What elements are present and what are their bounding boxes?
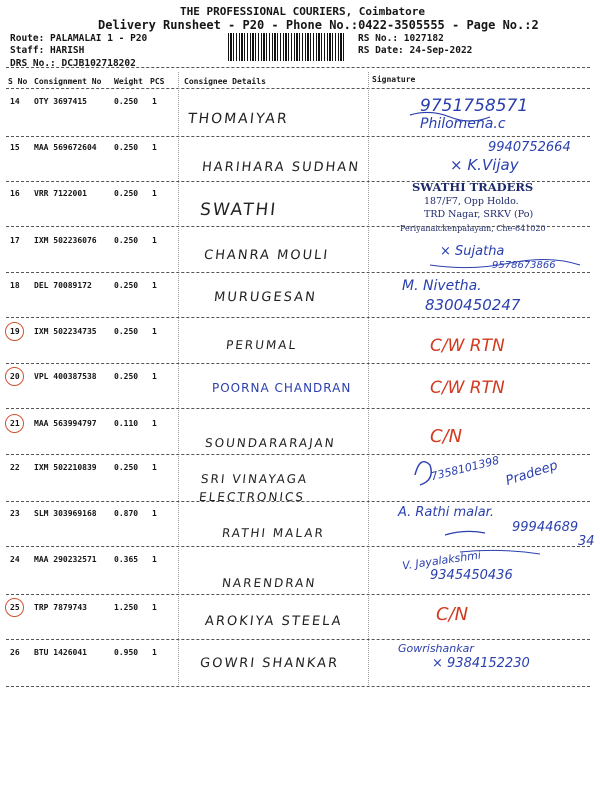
drs-number: DRS No.: DCJB102718202 [10,58,136,69]
row-serial: 23 [10,509,20,518]
staff-label: Staff: HARISH [10,45,85,56]
consignee-name: THOMAIYAR [187,111,290,127]
consignee-name: GOWRI SHANKAR [199,656,340,671]
signature-stroke [460,550,540,554]
row-consignment: MAA 290232571 [34,555,97,564]
signature-phone: 99944689 [512,520,579,535]
delivery-status-note: C/N [430,426,463,447]
col-header-pcs: PCS [150,77,165,86]
delivery-status-note: C/W RTN [430,336,505,356]
signature-phone: 9345450436 [430,568,513,583]
row-serial: 18 [10,281,20,290]
row-consignment: IXM 502236076 [34,236,97,245]
signature-name: M. Nivetha. [402,278,482,294]
signature-phone: 9940752664 [488,140,571,155]
row-pcs: 1 [152,648,157,657]
consignee-name: SRI VINAYAGA ELECTRONICS [198,472,309,504]
row-weight: 0.250 [114,327,139,336]
row-pcs: 1 [152,189,157,198]
row-consignment: VRR 7122001 [34,189,87,198]
row-weight: 0.250 [114,372,139,381]
row-consignment: OTY 3697415 [34,97,87,106]
signature-stroke [445,531,485,535]
signature-name: × K.Vijay [450,156,519,174]
delivery-status-note: C/N [436,604,469,625]
signature-name: Pradeep [503,458,560,489]
col-header-signature: Signature [372,75,416,84]
signature-phone-suffix: 34 [578,534,595,549]
consignee-name: HARIHARA SUDHAN [201,160,361,175]
col-header-sno: S No [8,77,28,86]
row-pcs: 1 [152,419,157,428]
consignee-name: POORNA CHANDRAN [212,381,352,395]
signature-name: V. Jayalakshmi [401,548,482,573]
row-serial: 26 [10,648,20,657]
consignee-name: MURUGESAN [213,290,318,305]
row-consignment: DEL 70089172 [34,281,92,290]
col-header-consignment: Consignment No [34,77,102,86]
row-pcs: 1 [152,463,157,472]
row-pcs: 1 [152,281,157,290]
consignee-name: PERUMAL [225,338,298,352]
consignee-name: RATHI MALAR [221,526,326,540]
row-weight: 0.250 [114,281,139,290]
row-consignment: SLM 303969168 [34,509,97,518]
consignee-name: SOUNDARARAJAN [204,436,337,450]
row-weight: 0.870 [114,509,139,518]
row-serial: 20 [10,372,20,381]
row-pcs: 1 [152,509,157,518]
row-consignment: IXM 502210839 [34,463,97,472]
row-serial: 14 [10,97,20,106]
row-consignment: MAA 569672604 [34,143,97,152]
signature-phone: 8300450247 [425,296,521,314]
row-consignment: TRP 7879743 [34,603,87,612]
row-consignment: VPL 400387538 [34,372,97,381]
consignee-name: NARENDRAN [221,576,318,590]
route-label: Route: PALAMALAI 1 - P20 [10,33,148,44]
row-serial: 19 [10,327,20,336]
rs-number: RS No.: 1027182 [358,33,444,44]
document-title: THE PROFESSIONAL COURIERS, Coimbatore [180,5,426,18]
stamp-address-line: Periyanaickenpalayam, Che-641020 [400,224,546,233]
signature-name: × Sujatha [440,244,505,259]
signature-phone: 9751758571 [420,96,529,116]
row-serial: 22 [10,463,20,472]
row-weight: 0.250 [114,236,139,245]
row-pcs: 1 [152,603,157,612]
row-pcs: 1 [152,236,157,245]
consignee-name: AROKIYA STEELA [204,614,344,629]
row-weight: 1.250 [114,603,139,612]
row-pcs: 1 [152,143,157,152]
row-pcs: 1 [152,97,157,106]
stamp-company-name: SWATHI TRADERS [412,180,534,194]
col-header-weight: Weight [114,77,143,86]
row-weight: 0.250 [114,97,139,106]
row-pcs: 1 [152,372,157,381]
signature-stroke [410,112,490,121]
signature-phone: × 9384152230 [432,656,530,671]
signature-phone: 9578673866 [492,260,556,271]
row-weight: 0.250 [114,463,139,472]
signature-stroke [415,462,431,485]
row-pcs: 1 [152,327,157,336]
signature-name: A. Rathi malar. [398,505,494,520]
rs-date: RS Date: 24-Sep-2022 [358,45,473,56]
row-serial: 21 [10,419,20,428]
row-weight: 0.250 [114,189,139,198]
row-serial: 16 [10,189,20,198]
row-serial: 17 [10,236,20,245]
row-consignment: MAA 563994797 [34,419,97,428]
col-header-consignee: Consignee Details [184,77,266,86]
stamp-address-line: 187/F7, Opp Holdo. [424,196,519,207]
signature-phone: 7358101398 [429,453,501,484]
signature-stroke [430,259,580,267]
row-consignment: IXM 502234735 [34,327,97,336]
row-serial: 24 [10,555,20,564]
signature-name: Gowrishankar [398,642,474,655]
row-weight: 0.110 [114,419,139,428]
row-consignment: BTU 1426041 [34,648,87,657]
row-pcs: 1 [152,555,157,564]
delivery-status-note: C/W RTN [430,378,505,398]
stamp-address-line: TRD Nagar, SRKV (Po) [424,209,534,220]
signature-name: Philomena.c [420,116,506,132]
row-serial: 15 [10,143,20,152]
row-weight: 0.950 [114,648,139,657]
consignee-name: CHANRA MOULI [203,248,330,263]
row-serial: 25 [10,603,20,612]
row-weight: 0.365 [114,555,139,564]
row-weight: 0.250 [114,143,139,152]
runsheet-heading: Delivery Runsheet - P20 - Phone No.:0422-3505555 - Page No.:2 [98,18,539,32]
consignee-name: SWATHI [198,200,279,220]
